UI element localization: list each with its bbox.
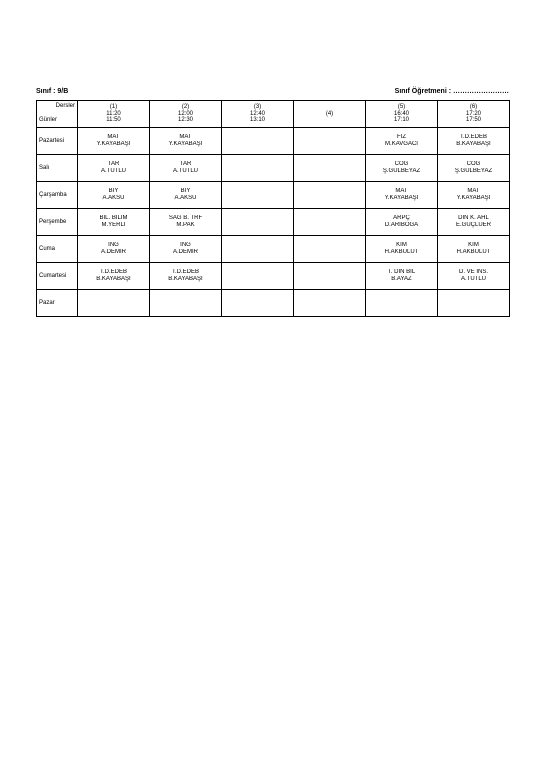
period-end: 17:10: [393, 117, 409, 124]
day-name: Salı: [37, 155, 78, 182]
lesson-cell: [78, 236, 150, 263]
day-row: [37, 290, 510, 317]
lesson-cell: [150, 128, 222, 155]
period-header-6: [438, 101, 510, 128]
lesson-cell: [222, 209, 294, 236]
lesson-teacher: A.AKSU: [102, 195, 125, 201]
lesson-cell: [438, 155, 510, 182]
lesson-cell: [366, 290, 438, 317]
corner-cell: [37, 101, 78, 128]
period-number: (4): [325, 110, 334, 117]
lesson-cell: [78, 290, 150, 317]
lesson-teacher: H.AKBULUT: [456, 249, 491, 255]
period-number: (5): [397, 104, 406, 111]
lesson-course: COĞ: [394, 161, 409, 167]
lesson-cell: [150, 155, 222, 182]
period-number: (2): [181, 104, 190, 111]
lesson-cell: [294, 155, 366, 182]
lesson-cell: [78, 128, 150, 155]
lesson-teacher: A.DEMİR: [172, 249, 198, 255]
lesson-teacher: M.PAK: [176, 222, 195, 228]
lesson-course: TAR: [179, 161, 192, 167]
period-number: (1): [109, 104, 118, 111]
period-start: 12:40: [249, 110, 265, 117]
lesson-course: T.D.EDEB: [171, 269, 199, 275]
header-row: [37, 101, 510, 128]
lesson-teacher: E.GÜÇLÜER: [455, 222, 491, 228]
lesson-teacher: Y.KAYABAŞI: [384, 195, 419, 201]
lesson-cell: [438, 128, 510, 155]
day-row: [37, 182, 510, 209]
lesson-cell: [78, 155, 150, 182]
lesson-teacher: Y.KAYABAŞI: [456, 195, 491, 201]
lesson-cell: [294, 290, 366, 317]
period-end: 11:50: [106, 117, 121, 124]
lesson-teacher: Ş.GÜLBEYAZ: [382, 168, 421, 174]
lesson-cell: [150, 182, 222, 209]
lesson-teacher: Y.KAYABAŞI: [96, 141, 131, 147]
day-name: Çarşamba: [37, 182, 78, 209]
period-header-5: [366, 101, 438, 128]
period-number: (3): [253, 104, 262, 111]
lesson-cell: [294, 128, 366, 155]
period-end: 12:30: [177, 117, 193, 124]
period-end: 13:10: [249, 117, 265, 124]
period-header-4: [294, 101, 366, 128]
lesson-cell: [438, 182, 510, 209]
lesson-course: KİM: [396, 242, 407, 248]
lesson-cell: [78, 263, 150, 290]
lesson-cell: [222, 128, 294, 155]
lesson-cell: [294, 182, 366, 209]
lesson-teacher: A.TUTLU: [172, 168, 198, 174]
lesson-cell: [366, 236, 438, 263]
lesson-cell: [366, 209, 438, 236]
day-row: [37, 155, 510, 182]
lesson-course: T.D.EDEB: [459, 134, 487, 140]
lesson-teacher: B.AYAZ: [391, 276, 412, 282]
lesson-cell: [438, 290, 510, 317]
period-header-3: [222, 101, 294, 128]
lesson-course: MAT: [179, 134, 192, 140]
day-name: Perşembe: [37, 209, 78, 236]
lesson-cell: [438, 209, 510, 236]
lesson-teacher: A.AKSU: [174, 195, 197, 201]
lesson-course: ARPÇ: [393, 215, 410, 221]
lesson-teacher: A.DEMİR: [100, 249, 126, 255]
lesson-cell: [78, 182, 150, 209]
lesson-course: DİN K. AHL: [458, 215, 489, 221]
corner-lessons-label: Dersler: [55, 103, 75, 109]
lesson-teacher: Y.KAYABAŞI: [168, 141, 203, 147]
page-header: [36, 88, 509, 98]
lesson-cell: [222, 236, 294, 263]
period-start: 11:20: [106, 110, 121, 117]
period-header-1: [78, 101, 150, 128]
lesson-cell: [366, 263, 438, 290]
class-teacher-label: Sınıf Öğretmeni : ……………………: [394, 88, 509, 95]
lesson-course: T.D.EDEB: [99, 269, 127, 275]
lesson-course: SAĞ B. TRF: [168, 215, 203, 221]
lesson-cell: [438, 236, 510, 263]
lesson-cell: [222, 290, 294, 317]
lesson-cell: [366, 128, 438, 155]
lesson-cell: [222, 155, 294, 182]
period-start: 12:00: [177, 110, 193, 117]
lesson-cell: [294, 209, 366, 236]
day-row: [37, 263, 510, 290]
lesson-cell: [366, 182, 438, 209]
lesson-teacher: M.KAVGACI: [385, 141, 418, 147]
lesson-course: COĞ: [466, 161, 481, 167]
lesson-teacher: A.TUTLU: [460, 276, 486, 282]
lesson-cell: [222, 182, 294, 209]
day-name: Pazartesi: [37, 128, 78, 155]
lesson-cell: [150, 209, 222, 236]
lesson-cell: [150, 290, 222, 317]
lesson-course: BİY: [180, 188, 191, 194]
period-header-2: [150, 101, 222, 128]
lesson-cell: [150, 236, 222, 263]
lesson-course: KİM: [468, 242, 479, 248]
day-name: Cuma: [37, 236, 78, 263]
day-row: [37, 209, 510, 236]
class-label: Sınıf : 9/B: [36, 88, 69, 95]
lesson-teacher: H.AKBULUT: [384, 249, 419, 255]
day-row: [37, 128, 510, 155]
lesson-teacher: D.ARIBOĞA: [384, 222, 419, 228]
lesson-course: BİL. BİLİM: [99, 215, 128, 221]
day-name: Pazar: [37, 290, 78, 317]
lesson-course: FİZ: [397, 134, 406, 140]
lesson-course: MAT: [107, 134, 120, 140]
lesson-cell: [294, 236, 366, 263]
lesson-cell: [366, 155, 438, 182]
lesson-teacher: B.KAYABAŞI: [168, 276, 203, 282]
lesson-teacher: M.YERLİ: [101, 222, 126, 228]
period-start: 17:20: [465, 110, 481, 117]
corner-days-label: Günler: [39, 117, 58, 123]
lesson-course: İNG: [108, 242, 119, 248]
lesson-course: İNG: [180, 242, 191, 248]
lesson-cell: [78, 209, 150, 236]
lesson-teacher: B.KAYABAŞI: [456, 141, 491, 147]
day-name: Cumartesi: [37, 263, 78, 290]
lesson-course: MAT: [395, 188, 408, 194]
lesson-teacher: A.TUTLU: [100, 168, 126, 174]
timetable: [36, 100, 510, 317]
lesson-course: TAR: [107, 161, 120, 167]
lesson-teacher: Ş.GÜLBEYAZ: [454, 168, 493, 174]
lesson-course: T. DİN BİL: [387, 269, 416, 275]
period-start: 16:40: [393, 110, 409, 117]
lesson-course: MAT: [467, 188, 480, 194]
lesson-cell: [294, 263, 366, 290]
lesson-teacher: B.KAYABAŞI: [96, 276, 131, 282]
lesson-cell: [222, 263, 294, 290]
lesson-cell: [438, 263, 510, 290]
lesson-course: D. VE İNS.: [458, 269, 488, 275]
day-row: [37, 236, 510, 263]
lesson-course: BİY: [108, 188, 119, 194]
period-end: 17:50: [465, 117, 481, 124]
period-number: (6): [469, 104, 478, 111]
lesson-cell: [150, 263, 222, 290]
